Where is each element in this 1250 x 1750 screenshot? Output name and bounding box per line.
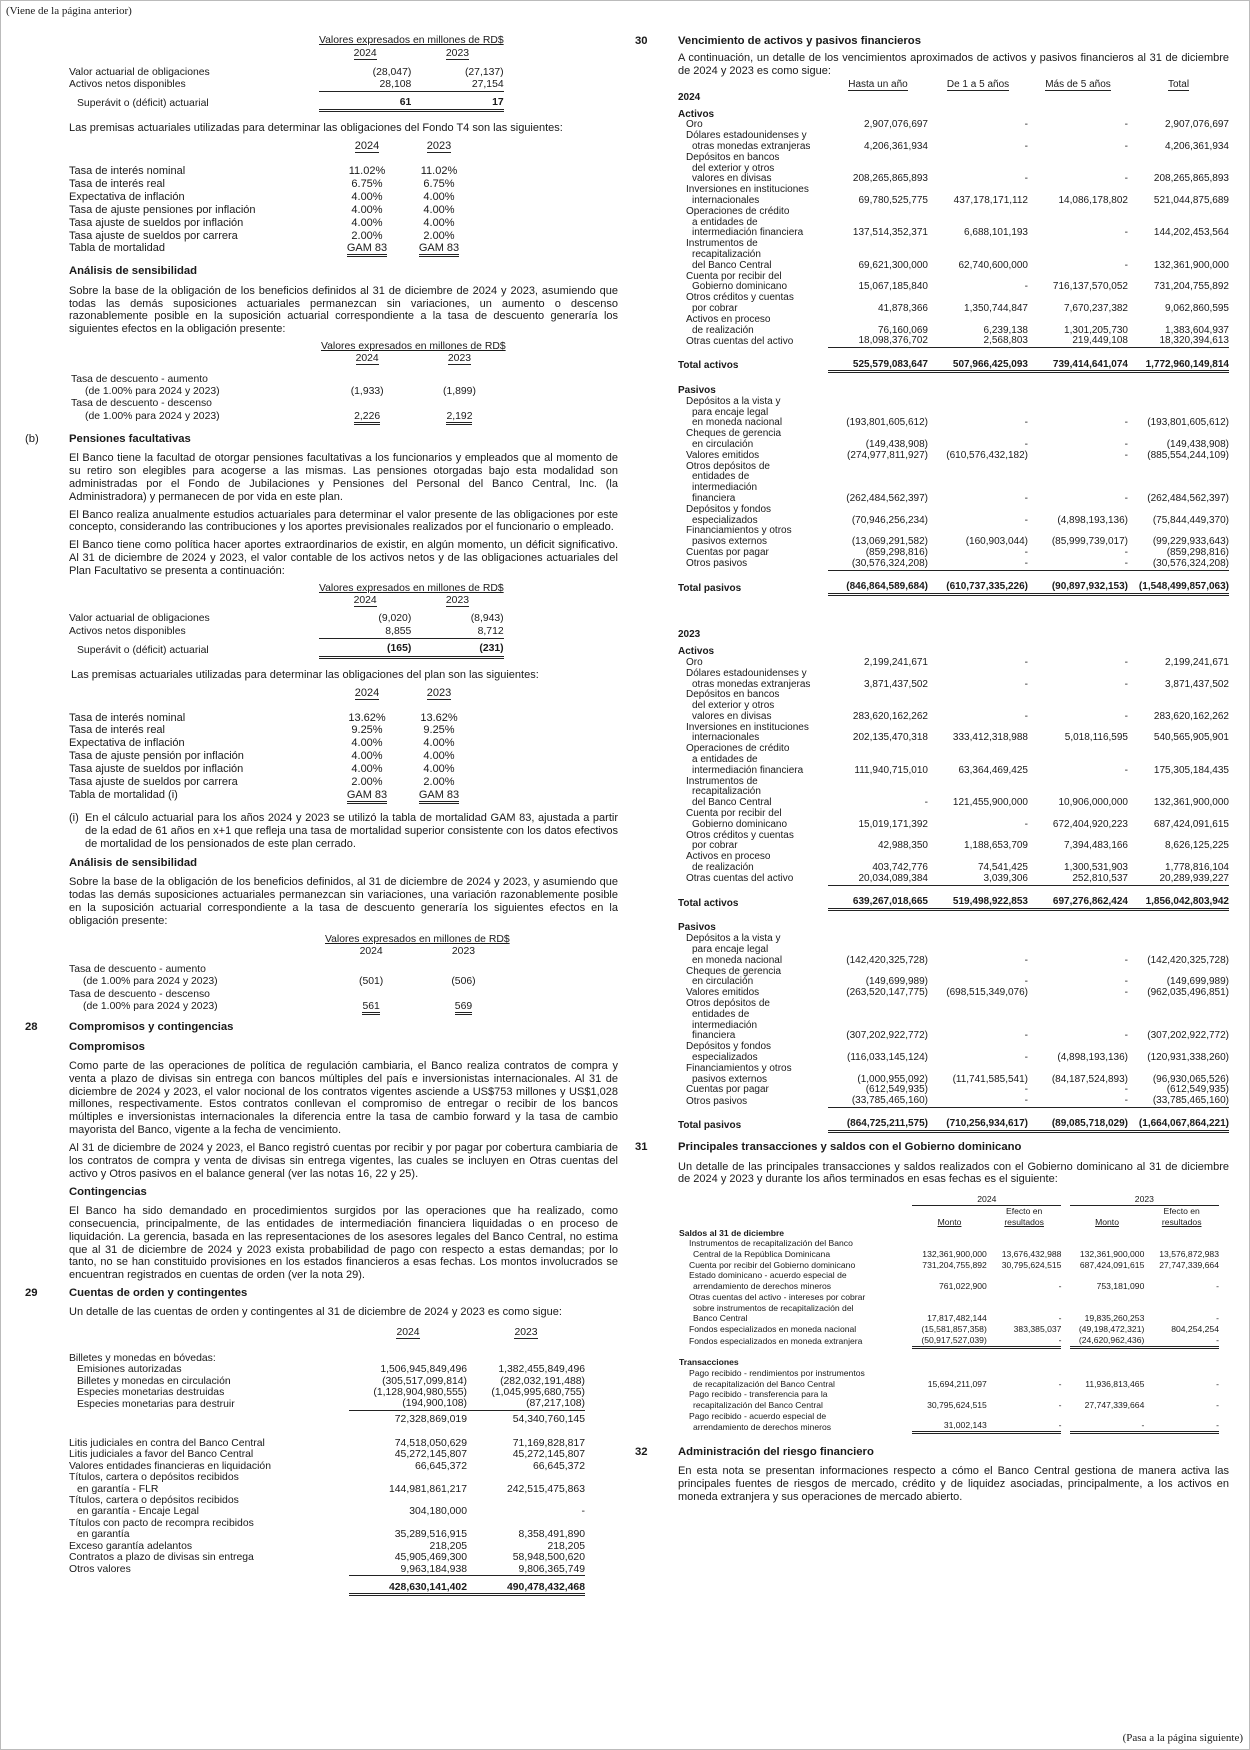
paragraph: Un detalle de las cuentas de orden y contingentes al 31 de diciembre de 2024 y 2023 es como sigue: [69, 1306, 562, 1319]
table-row: Litis judiciales a favor del Banco Central 45,272,145,807 45,272,145,807 [69, 1449, 585, 1461]
table-row: Fondos especializados en moneda nacional (15,581,857,358) 383,385,037 (49,198,472,321) 804,254,254 [689, 1324, 1219, 1335]
table-row: Oro 2,907,076,697 - - 2,907,076,697 [686, 119, 1229, 131]
table-row: Expectativa de inflación 4.00% 4.00% [69, 190, 455, 203]
group-header: Activos [678, 108, 715, 120]
table-caption: Valores expresados en millones de RD$ [321, 341, 506, 353]
year-header: 2024 [354, 139, 380, 152]
table-row: Tabla de mortalidad GAM 83 GAM 83 [69, 242, 475, 255]
table-row: Inversiones en instituciones internacionales 69,780,525,775 437,178,171,112 14,086,178,802 521,044,875,689 [686, 184, 1229, 207]
table-row: Depósitos a la vista y para encaje legal en moneda nacional (142,420,325,728) - - (142,420,325,728) [686, 933, 1229, 966]
group-header: Pasivos [678, 922, 716, 934]
table-row: Especies monetarias destruidas (1,128,904,980,555) (1,045,995,680,755) [77, 1387, 585, 1399]
table-row: Instrumentos de recapitalización del Banco Central 69,621,300,000 62,740,600,000 - 132,361,900,000 [686, 238, 1229, 271]
table-row: Depósitos y fondos especializados (116,033,145,124) - (4,898,193,136) (120,931,338,260) [686, 1041, 1229, 1063]
table-row: Tasa ajuste de sueldos por inflación 4.00% 4.00% [69, 763, 455, 776]
year-header: 2023 [447, 353, 472, 365]
table-row: Tasa de descuento - aumento (de 1.00% para 2024 y 2023) (501) (506) [69, 964, 476, 988]
paragraph: A continuación, un detalle de los vencimientos aproximados de activos y pasivos financieros al 31 de diciembre de 2024 y 2023 es como sigue: [678, 52, 1229, 78]
note-title: Cuentas de orden y contingentes [69, 1287, 248, 1300]
table-row: Estado dominicano - acuerdo especial de arrendamiento de derechos mineros 761,022,900 - 753,181,090 - [689, 1270, 1219, 1292]
group-header: Transacciones [679, 1357, 739, 1368]
table-row: Tasa de descuento - descenso (de 1.00% para 2024 y 2023) 561 569 [69, 989, 510, 1014]
table-row: Fondos especializados en moneda extranjera (50,917,527,039) - (24,620,962,436) - [689, 1334, 1219, 1347]
year-header: 2024 [353, 595, 377, 607]
table-row: Otros pasivos (30,576,324,208) - - (30,576,324,208) [686, 557, 1229, 570]
sensitivity-title: Análisis de sensibilidad [69, 856, 198, 869]
table-row: Depósitos en bancos del exterior y otros valores en divisas 208,265,865,893 - - 208,265,865,893 [686, 151, 1229, 185]
optional-pensions-table [69, 583, 504, 659]
table-row: Valor actuarial de obligaciones (28,047) (27,137) [69, 66, 504, 78]
footnote-label: (i) [69, 812, 79, 825]
t4-summary-table [69, 35, 504, 112]
paragraph: Al 31 de diciembre de 2024 y 2023, el Banco registró cuentas por recibir y por pagar por cobertura cambiaria de los contratos de compra y venta de divisas sin entrega vigentes, las cuales se incluyen en Otras cuentas del activo y Otros pasivos en el balance general (ver las notas 16, 22 y 25). [69, 1142, 618, 1180]
table-row: Exceso garantía adelantos 218,205 218,205 [69, 1540, 585, 1552]
table-row: Operaciones de crédito a entidades de intermediación financiera 137,514,352,371 6,688,101,193 - 144,202,453,564 [686, 205, 1229, 239]
table-row: Pago recibido - rendimientos por instrumentos de recapitalización del Banco Central 15,694,211,097 - 11,936,813,465 - [689, 1367, 1219, 1389]
table-row: Otros créditos y cuentas por cobrar 41,878,366 1,350,744,847 7,670,237,382 9,062,860,595 [686, 292, 1229, 314]
total-row: Total pasivos (846,864,589,684) (610,737,335,226) (90,897,932,153) (1,548,499,857,063) [678, 581, 1229, 594]
continued-on-footer: (Pasa a la página siguiente) [1122, 1732, 1243, 1745]
total-row: 428,630,141,402 490,478,432,468 [69, 1582, 585, 1595]
year-heading: 2023 [678, 629, 701, 641]
table-row: Pago recibido - transferencia para la recapitalización del Banco Central 30,795,624,515 - 27,747,339,664 - [689, 1389, 1219, 1411]
table-row: Tasa de descuento - descenso (de 1.00% para 2024 y 2023) 2,226 2,192 [71, 398, 506, 423]
t4-premises-table [69, 140, 475, 256]
table-row: Financiamientos y otros pasivos externos (13,069,291,582) (160,903,044) (85,999,739,017) (99,229,933,643) [686, 525, 1229, 548]
table-row: Activos netos disponibles 8,855 8,712 [69, 625, 504, 638]
table-row: Títulos, cartera o depósitos recibidos en garantía - FLR 144,981,861,217 242,515,475,863 [69, 1472, 585, 1495]
table-row: Valores emitidos (263,520,147,775) (698,515,349,076) - (962,035,496,851) [686, 987, 1229, 999]
table-row: Títulos con pacto de recompra recibidos en garantía 35,289,516,915 8,358,491,890 [69, 1517, 585, 1541]
table-row: Dólares estadounidenses y otras monedas extranjeras 4,206,361,934 - - 4,206,361,934 [686, 130, 1229, 153]
table-row: Litis judiciales en contra del Banco Central 74,518,050,629 71,169,828,817 [69, 1437, 585, 1449]
total-row: Superávit o (déficit) actuarial (165) (231) [77, 643, 504, 656]
table-caption: Valores expresados en millones de RD$ [319, 582, 504, 594]
table-row: Activos en proceso de realización 403,742,776 74,541,425 1,300,531,903 1,778,816,104 [686, 851, 1229, 874]
table-row: Tabla de mortalidad (i) GAM 83 GAM 83 [69, 789, 475, 802]
table-row: Emisiones autorizadas 1,506,945,849,496 1,382,455,849,496 [77, 1364, 585, 1376]
year-header: 2023 [451, 945, 476, 957]
note-number: 29 [25, 1287, 38, 1300]
sensitivity-text: Sobre la base de la obligación de los beneficios definidos, al 31 de diciembre de 2024 y 2023, y asumiendo que todas las demás suposiciones actuariales permanezcan sin variaciones, una variación razonablemente posible en la suposición actuarial correspondiente a la tasa de descuento generaría los siguientes efectos en la obligación presente: [69, 876, 618, 927]
paragraph: Como parte de las operaciones de política de regulación cambiaria, el Banco realiza contratos de compra y venta a plazo de divisas sin entrega con bancos múltiples del país e inversionistas internacionales. Al 31 de diciembre de 2024 y 2023, el valor nocional de los contratos vigentes asciende a US$753 millones y US$1,028 millones, respectivamente. Estos contratos conllevan el compromiso de entregar o recibir de los bancos múltiples e inversionistas internacionales la diferencia entre la tasa de cambio forward y la tasa de cambio mayorista del Banco, vigente a la fecha de vencimiento. [69, 1059, 618, 1137]
section-b [25, 433, 618, 1013]
table-row: Financiamientos y otros pasivos externos (1,000,955,092) (11,741,585,541) (84,187,524,893) (96,930,065,526) [686, 1062, 1229, 1085]
table-row: Otros depósitos de entidades de intermediación financiera (307,202,922,772) - - (307,202,922,772) [686, 998, 1229, 1042]
sensitivity-table-2 [69, 934, 510, 1014]
table-caption: Valores expresados en millones de RD$ [319, 35, 504, 46]
table-row: Otras cuentas del activo 18,098,376,702 2,568,803 219,449,108 18,320,394,613 [686, 335, 1229, 347]
table-row: Valores emitidos (274,977,811,927) (610,576,432,182) - (885,554,244,109) [686, 449, 1229, 461]
year-header: 2024 [355, 353, 379, 365]
year-header: 2024 [359, 945, 383, 957]
group-header: Saldos al 31 de diciembre [679, 1227, 785, 1238]
table-row: Cheques de gerencia en circulación (149,699,989) - - (149,699,989) [686, 965, 1229, 988]
table-row: Tasa de interés real 6.75% 6.75% [69, 177, 455, 190]
table-row: Tasa ajuste de sueldos por carrera 2.00% 2.00% [69, 229, 455, 242]
year-header: 2024 [354, 686, 380, 699]
subsection-title: Compromisos [69, 1040, 145, 1053]
table-row: Depósitos a la vista y para encaje legal en moneda nacional (193,801,605,612) - - (193,801,605,612) [686, 395, 1229, 429]
table-row: Instrumentos de recapitalización del Banco Central - 121,455,900,000 10,906,000,000 132,361,900,000 [686, 775, 1229, 809]
table-row: Valores entidades financieras en liquidación 66,645,372 66,645,372 [69, 1460, 585, 1472]
table-row: Contratos a plazo de divisas sin entrega 45,905,469,300 58,948,500,620 [69, 1552, 585, 1564]
subheader-row: Monto Efecto en resultados Monto Efecto en resultados [937, 1206, 1202, 1227]
note-number: 32 [635, 1445, 648, 1458]
column-header: De 1 a 5 años [946, 79, 1010, 91]
footnote-i [69, 812, 618, 851]
government-transactions-table [679, 1194, 1219, 1433]
year-header: 2023 [426, 686, 452, 699]
table-caption: Valores expresados en millones de RD$ [325, 933, 510, 945]
year-header: 2023 [445, 595, 470, 607]
table-row: Cuenta por recibir del Gobierno dominicano 731,204,755,892 30,795,624,515 687,424,091,615 27,747,339,664 [689, 1259, 1219, 1270]
table-row: Otros depósitos de entidades de intermediación financiera (262,484,562,397) - - (262,484,562,397) [686, 460, 1229, 504]
note-29 [25, 1287, 618, 1596]
total-row: Total pasivos (864,725,211,575) (710,256,934,617) (89,085,718,029) (1,664,067,864,221) [678, 1118, 1229, 1131]
year-heading: 2024 [678, 91, 701, 103]
section-label: (b) [25, 432, 39, 445]
table-row: Depósitos y fondos especializados (70,946,256,234) - (4,898,193,136) (75,844,449,370) [686, 503, 1229, 526]
group-header: Activos [678, 646, 715, 658]
table-row: Tasa de interés nominal 13.62% 13.62% [69, 711, 458, 724]
total-row: Total activos 639,267,018,665 519,498,922,853 697,276,862,424 1,856,042,803,942 [678, 896, 1229, 909]
table-row: Valor actuarial de obligaciones (9,020) (8,943) [69, 613, 504, 625]
table-row: Cuenta por recibir del Gobierno dominicano 15,067,185,840 - 716,137,570,052 731,204,755,892 [686, 270, 1229, 293]
right-column [635, 35, 1229, 1509]
table-row: Especies monetarias para destruir (194,900,108) (87,217,108) [77, 1398, 585, 1410]
table-row: Expectativa de inflación 4.00% 4.00% [69, 737, 455, 750]
sensitivity-title: Análisis de sensibilidad [69, 265, 198, 278]
spacer [679, 1347, 1219, 1357]
footnote-text: En el cálculo actuarial para los años 2024 y 2023 se utilizó la tabla de mortalidad GAM 83, ajustada a partir de la edad de 61 años en x+1 que refleja una tasa de mortalidad superior consistente con los datos efectivos de mortalidad de los pensionados de este plan cerrado. [85, 812, 618, 851]
group-header: Pasivos [678, 384, 716, 396]
paragraph: El Banco tiene como política hacer aportes extraordinarios de existir, en algún momento, un déficit significativo. Al 31 de diciembre de 2024 y 2023, el valor contable de los activos netos y de las obligaciones actuariales del Plan Facultativo se presenta a continuación: [69, 539, 618, 577]
left-column [25, 35, 618, 1596]
table-row: Cheques de gerencia en circulación (149,438,908) - - (149,438,908) [686, 428, 1229, 450]
year-header: 2024 [396, 1327, 420, 1339]
year-header: 2023 [514, 1327, 538, 1339]
year-header: 2023 [445, 48, 470, 60]
section-title: Pensiones facultativas [69, 432, 191, 445]
memorandum-accounts-table [69, 1327, 585, 1596]
table-row: Otras cuentas del activo 20,034,089,384 3,039,306 252,810,537 20,289,939,227 [686, 872, 1229, 885]
table-row: Otros valores 9,963,184,938 9,806,365,749 [69, 1563, 585, 1576]
table-row: Tasa de interés nominal 11.02% 11.02% [69, 164, 458, 177]
table-row: Tasa de descuento - aumento (de 1.00% para 2024 y 2023) (1,933) (1,899) [71, 373, 476, 397]
sensitivity-table-1 [71, 341, 506, 423]
column-header: Hasta un año [848, 79, 908, 91]
table-row: Títulos, cartera o depósitos recibidos en garantía - Encaje Legal 304,180,000 - [69, 1495, 585, 1518]
table-row: Inversiones en instituciones internacionales 202,135,470,318 333,412,318,988 5,018,116,595 540,565,905,901 [686, 721, 1229, 744]
table-row: Tasa ajuste de sueldos por carrera 2.00% 2.00% [69, 776, 455, 789]
note-32 [635, 1446, 1229, 1504]
table-row: Pago recibido - acuerdo especial de arrendamiento de derechos mineros 31,002,143 - - - [689, 1410, 1219, 1432]
paragraph: El Banco realiza anualmente estudios actuariales para determinar el valor presente de las obligaciones por este concepto, considerando las contribuciones y los aportes previsionales realizados por el funcionario o empleado. [69, 508, 618, 534]
note-28 [25, 1021, 618, 1282]
table-row: Oro 2,199,241,671 - - 2,199,241,671 [686, 656, 1229, 668]
table-row: Cuentas por pagar (859,298,816) - - (859,298,816) [686, 546, 1229, 558]
table-row: Tasa de ajuste pensiones por inflación 4.00% 4.00% [69, 203, 455, 216]
note-title: Principales transacciones y saldos con el Gobierno dominicano [678, 1141, 1022, 1154]
continued-from-header: (Viene de la página anterior) [6, 5, 132, 17]
column-header-row [678, 80, 1229, 91]
sensitivity-text: Sobre la base de la obligación de los beneficios definidos al 31 de diciembre de 2024 y 2023, asumiendo que todas las demás suposiciones actuariales permanezcan sin variaciones, un aumento o descenso razonablemente posible en la suposición actuarial correspondiente a la tasa de descuento generaría los siguientes efectos en la obligación presente: [69, 284, 618, 336]
year-header-row: 2024 2023 [679, 1194, 1219, 1205]
year-header: 2023 [426, 139, 452, 152]
t4-premises-intro: Las premisas actuariales utilizadas para determinar las obligaciones del Fondo T4 son las siguientes: [69, 121, 563, 134]
table-row: Operaciones de crédito a entidades de intermediación financiera 111,940,715,010 63,364,469,425 - 175,305,184,435 [686, 743, 1229, 776]
note-title: Vencimiento de activos y pasivos financieros [678, 35, 921, 47]
paragraph: El Banco ha sido demandado en procedimientos surgidos por las operaciones que ha realizado, como consecuencia, principalmente, de las entidades de intermediación financiera liquidadas o en proceso de liquidación. La gerencia, basada en las representaciones de los asesores legales del Banco Central, no estima que al 31 de diciembre de 2024 y 2023 exista probabilidad de pago con respecto a estas demandas; por lo tanto, no se han constituido provisiones en los estados financieros a esas fechas. Los montos involucrados se encuentran registrados en cuentas de orden (ver la nota 29). [69, 1204, 618, 1282]
column-header: Más de 5 años [1045, 79, 1111, 91]
table-row: Activos en proceso de realización 76,160,069 6,239,138 1,301,205,730 1,383,604,937 [686, 313, 1229, 336]
note-number: 28 [25, 1021, 38, 1034]
table-row: Activos netos disponibles 28,108 27,154 [69, 78, 504, 91]
total-row: Total activos 525,579,083,647 507,966,425,093 739,414,641,074 1,772,960,149,814 [678, 358, 1229, 372]
table-row: Otros pasivos (33,785,465,160) - - (33,785,465,160) [686, 1095, 1229, 1107]
subtotal-row: 72,328,869,019 54,340,760,145 [394, 1414, 585, 1426]
table-row: Cuenta por recibir del Gobierno dominicano 15,019,171,392 - 672,404,920,223 687,424,091,615 [686, 808, 1229, 830]
premises-intro: Las premisas actuariales utilizadas para determinar las obligaciones del plan son las siguientes: [71, 668, 539, 681]
year-header: 2024 [353, 48, 377, 60]
note-title: Compromisos y contingencias [69, 1021, 234, 1034]
note-number: 30 [635, 35, 648, 47]
note-31 [635, 1141, 1229, 1186]
table-row: Depósitos en bancos del exterior y otros valores en divisas 283,620,162,262 - - 283,620,162,262 [686, 689, 1229, 722]
table-row: Otros créditos y cuentas por cobrar 42,988,350 1,188,653,709 7,394,483,166 8,626,125,225 [686, 829, 1229, 852]
table-row: Tasa de ajuste pensión por inflación 4.00% 4.00% [69, 750, 455, 763]
table-row: Cuentas por pagar (612,549,935) - - (612,549,935) [686, 1084, 1229, 1096]
table-row: Tasa ajuste de sueldos por inflación 4.00% 4.00% [69, 216, 455, 229]
paragraph: El Banco tiene la facultad de otorgar pensiones facultativas a los funcionarios y empleados que al momento de su retiro son elegibles para acogerse a las mismas. Las pensiones otorgadas bajo esta modalidad son administradas por el Fondo de Jubilaciones y Pensiones del Personal del Banco Central, Inc. (la Administradora) y permanecen de por vida en este plan. [69, 452, 618, 503]
table-row: Tasa de interés real 9.25% 9.25% [69, 724, 455, 737]
maturity-table [678, 80, 1229, 1133]
table-row: Dólares estadounidenses y otras monedas extranjeras 3,871,437,502 - - 3,871,437,502 [686, 667, 1229, 690]
total-row: Superávit o (déficit) actuarial 61 17 [77, 96, 504, 110]
column-header: Total [1167, 79, 1190, 91]
subsection-title: Contingencias [69, 1185, 147, 1198]
note-30 [635, 35, 1229, 78]
table-row: Instrumentos de recapitalización del Banco Central de la República Dominicana 132,361,900,000 13,676,432,988 132,361,900,000 13,576,872,983 [689, 1238, 1219, 1259]
group-header: Billetes y monedas en bóvedas: [69, 1352, 216, 1364]
table-row: Otras cuentas del activo - intereses por cobrar sobre instrumentos de recapitalización del Banco Central 17,817,482,144 - 19,835,260,253 - [689, 1291, 1219, 1324]
paragraph: Un detalle de las principales transacciones y saldos realizados con el Gobierno dominicano al 31 de diciembre de 2024 y 2023 y durante los años terminados en esas fechas es el siguiente: [678, 1160, 1229, 1186]
note-number: 31 [635, 1141, 648, 1154]
table-row: Billetes y monedas en circulación (305,517,099,814) (282,032,191,488) [77, 1375, 585, 1387]
note-title: Administración del riesgo financiero [678, 1445, 874, 1458]
pf-premises-table [69, 687, 475, 803]
paragraph: En esta nota se presentan informaciones respecto a cómo el Banco Central gestiona de manera activa las principales fuentes de riesgos de mercado, crédito y de liquidez asociadas, principalmente, a los activos en moneda extranjera y sus operaciones de mercado abierto. [678, 1465, 1229, 1503]
